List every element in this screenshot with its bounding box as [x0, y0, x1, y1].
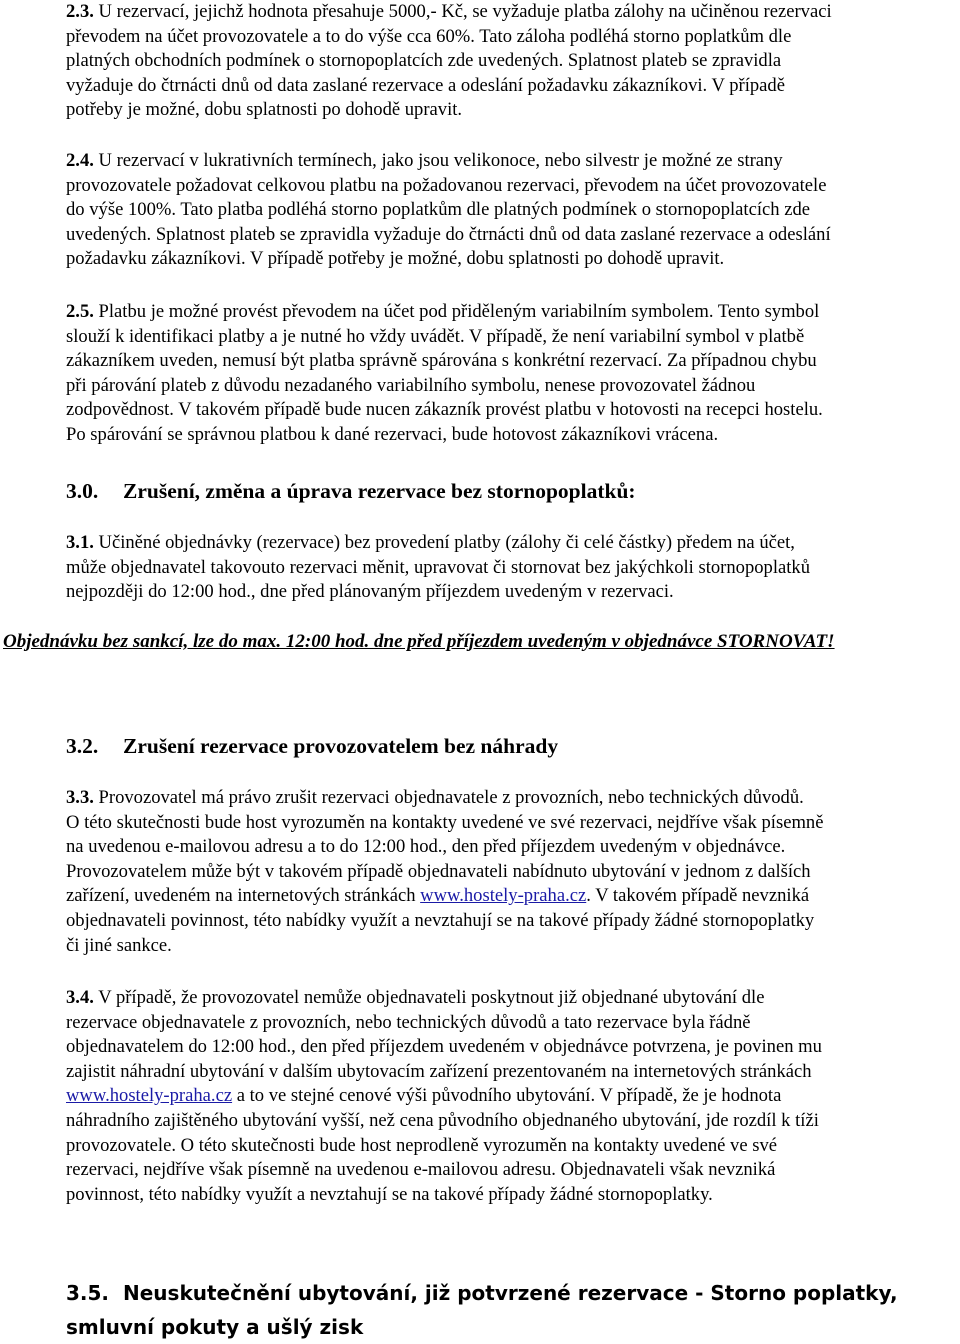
section-number: 2.3. [66, 1, 94, 22]
section-number: 2.4. [66, 150, 94, 171]
heading-3-0: 3.0. Zrušení, změna a úprava rezervace bez stornopoplatků: [66, 479, 636, 503]
section-2-4: 2.4. U rezervací v lukrativních termínech, jako jsou velikonoce, nebo silvestr je možné ze strany provozovatele požadovat celkovou platbu na požadovanou rezervaci, převodem na účet provozovatele do výše 100%. Tato platba podléhá storno poplatkům dle platných podmínek o stornopoplatcích zde uvedených. Splatnost plateb se zpravidla vyžaduje do čtrnácti dnů od data zaslané rezervace a odeslání požadavku zákazníkovi. V případě potřeby je možné, dobu splatnosti po dohodě upravit. [66, 150, 831, 270]
hostely-praha-link[interactable]: www.hostely-praha.cz [66, 1085, 233, 1107]
section-3-1: 3.1. Učiněné objednávky (rezervace) bez provedení platby (zálohy či celé částky) předem na účet, může objednavatel takovouto rezervaci měnit, upravovat či stornovat bez jakýchkoli stornopoplatků nejpozději do 12:00 hod., dne před plánovaným příjezdem uvedeným v rezervaci. [66, 532, 811, 603]
section-3-4: 3.4. V případě, že provozovatel nemůže objednavateli poskytnout již objednané ubytování dle rezervace objednavatele z provozních, nebo technických důvodů a tato rezervace byla řádně objednavatelem do 12:00 hod., den před příjezdem uvedeném v objednávce potvrzena, je povinen mu zajistit náhradní ubytování v dalším ubytovacím zařízení prezentovaném na internetových stránkách www.hostely-praha.cz a to ve stejné cenové výši původního ubytování. V případě, že je hodnota náhradního zajištěného ubytování vyšší, než cena původního objednaného ubytování, jde rozdíl k tíži provozovatele. O této skutečnosti bude host neprodleně vyrozuměn na kontakty uvedené ve své rezervaci, nejdříve však písemně na uvedenou e-mailovou adresu. Objednavateli však nevzniká povinnost, této nabídky využít a nevztahují se na takové případy žádné stornopoplatky. [66, 987, 822, 1205]
section-number: 3.1. [66, 532, 94, 553]
hostely-praha-link[interactable]: www.hostely-praha.cz [420, 885, 587, 907]
heading-3-5: 3.5. Neuskutečnění ubytování, již potvrzené rezervace - Storno poplatky, smluvní pokuty a ušlý zisk [66, 1281, 898, 1339]
section-2-5: 2.5. Platbu je možné provést převodem na účet pod přiděleným variabilním symbolem. Tento symbol slouží k identifikaci platby a je nutné ho vždy uvádět. V případě, že není variabilní symbol v platbě zákazníkem uveden, nemusí být platba správně spárována s konkrétní rezervací. Za případnou chybu při párování plateb z důvodu nezadaného variabilního symbolu, nenese provozovatel žádnou zodpovědnost. V takovém případě bude nucen zákazník provést platbu v hotovosti na recepci hostelu. Po spárování se správnou platbou k dané rezervaci, bude hotovost zákazníkovi vrácena. [66, 301, 823, 445]
section-number: 3.3. [66, 787, 94, 808]
heading-3-2: 3.2. Zrušení rezervace provozovatelem bez náhrady [66, 734, 559, 758]
section-number: 3.4. [66, 987, 94, 1008]
section-number: 2.5. [66, 301, 94, 322]
section-3-3: 3.3. Provozovatel má právo zrušit rezervaci objednavatele z provozních, nebo technických důvodů. O této skutečnosti bude host vyrozuměn na kontakty uvedené ve své rezervaci, nejdříve však písemně na uvedenou e-mailovou adresu a to do 12:00 hod., den před příjezdem uvedeným v objednávce. Provozovatelem může být v takovém případě objednavateli nabídnuto ubytování v jednom z dalších zařízení, uvedeném na internetových stránkách www.hostely-praha.cz. V takovém případě nevzniká objednavateli povinnost, této nabídky využít a nevztahují se na takové případy žádné stornopoplatky či jiné sankce. [66, 787, 824, 956]
storno-notice: Objednávku bez sankcí, lze do max. 12:00 hod. dne před příjezdem uvedeným v objednávce STORNOVAT! [3, 631, 835, 652]
section-2-3: 2.3. U rezervací, jejichž hodnota přesahuje 5000,- Kč, se vyžaduje platba zálohy na učiněnou rezervaci převodem na účet provozovatele a to do výše cca 60%. Tato záloha podléhá storno poplatkům dle platných obchodních podmínek o stornopoplatcích zde uvedených. Splatnost plateb se zpravidla vyžaduje do čtrnácti dnů od data zaslané rezervace a odeslání požadavku zákazníkovi. V případě potřeby je možné, dobu splatnosti po dohodě upravit. [66, 1, 832, 121]
